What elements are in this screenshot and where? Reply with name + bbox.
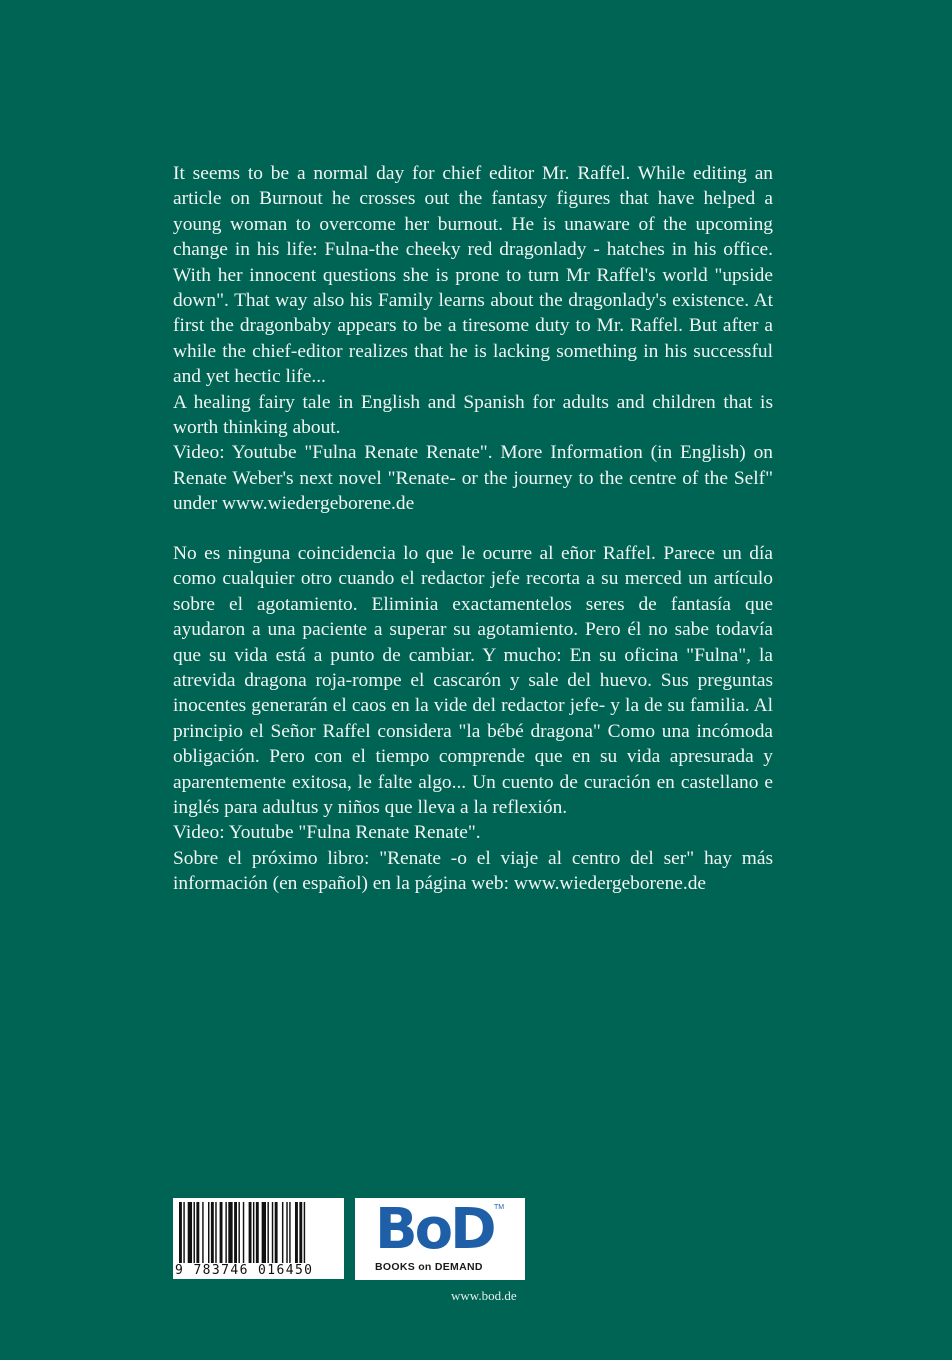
barcode-bar <box>275 1202 278 1264</box>
isbn-number: 9 783746 016450 <box>175 1263 342 1278</box>
barcode-bar <box>267 1202 268 1264</box>
barcode-bar <box>211 1202 214 1264</box>
english-paragraph-3: Video: Youtube "Fulna Renate Renate". More Information (in English) on Renate Weber's next novel "Renate- or the journey to the centre of the Self" under www.wiedergeborene.de <box>173 442 773 515</box>
barcode-bar <box>179 1202 182 1264</box>
barcode-bar <box>225 1202 226 1264</box>
barcode-bar <box>286 1202 287 1264</box>
barcode-bar <box>272 1202 273 1264</box>
barcode-bar <box>215 1202 216 1264</box>
barcode-bar <box>228 1202 232 1264</box>
barcode-bar <box>304 1202 305 1264</box>
barcode-bar <box>243 1202 244 1264</box>
barcode-bar <box>220 1202 223 1264</box>
barcode-bar <box>202 1202 203 1264</box>
barcode-bar <box>238 1202 239 1264</box>
spanish-paragraph-1: No es ninguna coincidencia lo que le ocurre al eñor Raffel. Parece un día como cualquier otro cuando el redactor jefe recorta a su merced un artículo sobre el agotamiento. Eliminia exactamentelos seres de fantasía que ayudaron a una paciente a superar su agotamiento. Pero él no sabe todavía que su vida está a punto de cambiar. Y mucho: En su oficina "Fulna", la atrevida dragona roja-rompe el cascarón y sale del huevo. Sus preguntas inocentes generarán el caos en la vide del redactor jefe- y la de su familia. Al principio el Señor Raffel considera "la bébé dragona" Como una incómoda obligación. Pero con el tiempo comprende que en su vida apresurada y aparentemente exitosa, le falte algo... Un cuento de curación en castellano e inglés para adultus y niños que lleva a la reflexión. <box>173 543 773 819</box>
spanish-paragraph-3: Sobre el próximo libro: "Renate -o el viaje al centro del ser" hay más información (en español) en la página web: www.wiedergeborene.de <box>173 847 773 895</box>
barcode-bar <box>253 1202 254 1264</box>
isbn-barcode <box>173 1198 344 1279</box>
barcode-bar <box>249 1202 252 1264</box>
barcode-bar <box>183 1202 184 1264</box>
barcode-bar <box>289 1202 290 1264</box>
publisher-logo <box>355 1198 525 1280</box>
english-paragraph-1: It seems to be a normal day for chief editor Mr. Raffel. While editing an article on Burnout he crosses out the fantasy figures that have helped a young woman to overcome her burnout. He is unaware of the upcoming change in his life: Fulna-the cheeky red dragonlady - hatches in his office. With her innocent questions she is prone to turn Mr Raffel's world "upside down". That way also his Family learns about the dragonlady's existence. At first the dragonbaby appears to be a tiresome duty to Mr. Raffel. But after a while the chief-editor realizes that he is lacking something in his successful and yet hectic life... <box>173 163 773 388</box>
barcode-bar <box>234 1202 237 1264</box>
barcode-bar <box>208 1202 209 1264</box>
barcode-bar <box>196 1202 199 1264</box>
logo-subtitle: BOOKS on DEMAND <box>375 1261 483 1273</box>
barcode-bar <box>295 1202 298 1264</box>
english-blurb <box>173 161 773 517</box>
logo-word: BoD <box>375 1197 494 1262</box>
publisher-website: www.bod.de <box>451 1288 517 1303</box>
barcode-bar <box>282 1202 283 1264</box>
barcode-bar <box>256 1202 259 1264</box>
spanish-blurb <box>173 541 773 897</box>
english-paragraph-2: A healing fairy tale in English and Spanish for adults and children that is worth thinking about. <box>173 391 773 439</box>
spanish-paragraph-2: Video: Youtube "Fulna Renate Renate". <box>173 822 481 844</box>
barcode-icon <box>173 1198 344 1264</box>
barcode-bar <box>262 1202 266 1264</box>
barcode-bar <box>188 1202 192 1264</box>
barcode-bar <box>299 1202 302 1264</box>
logo-trademark: TM <box>494 1204 505 1211</box>
barcode-bar <box>194 1202 195 1264</box>
